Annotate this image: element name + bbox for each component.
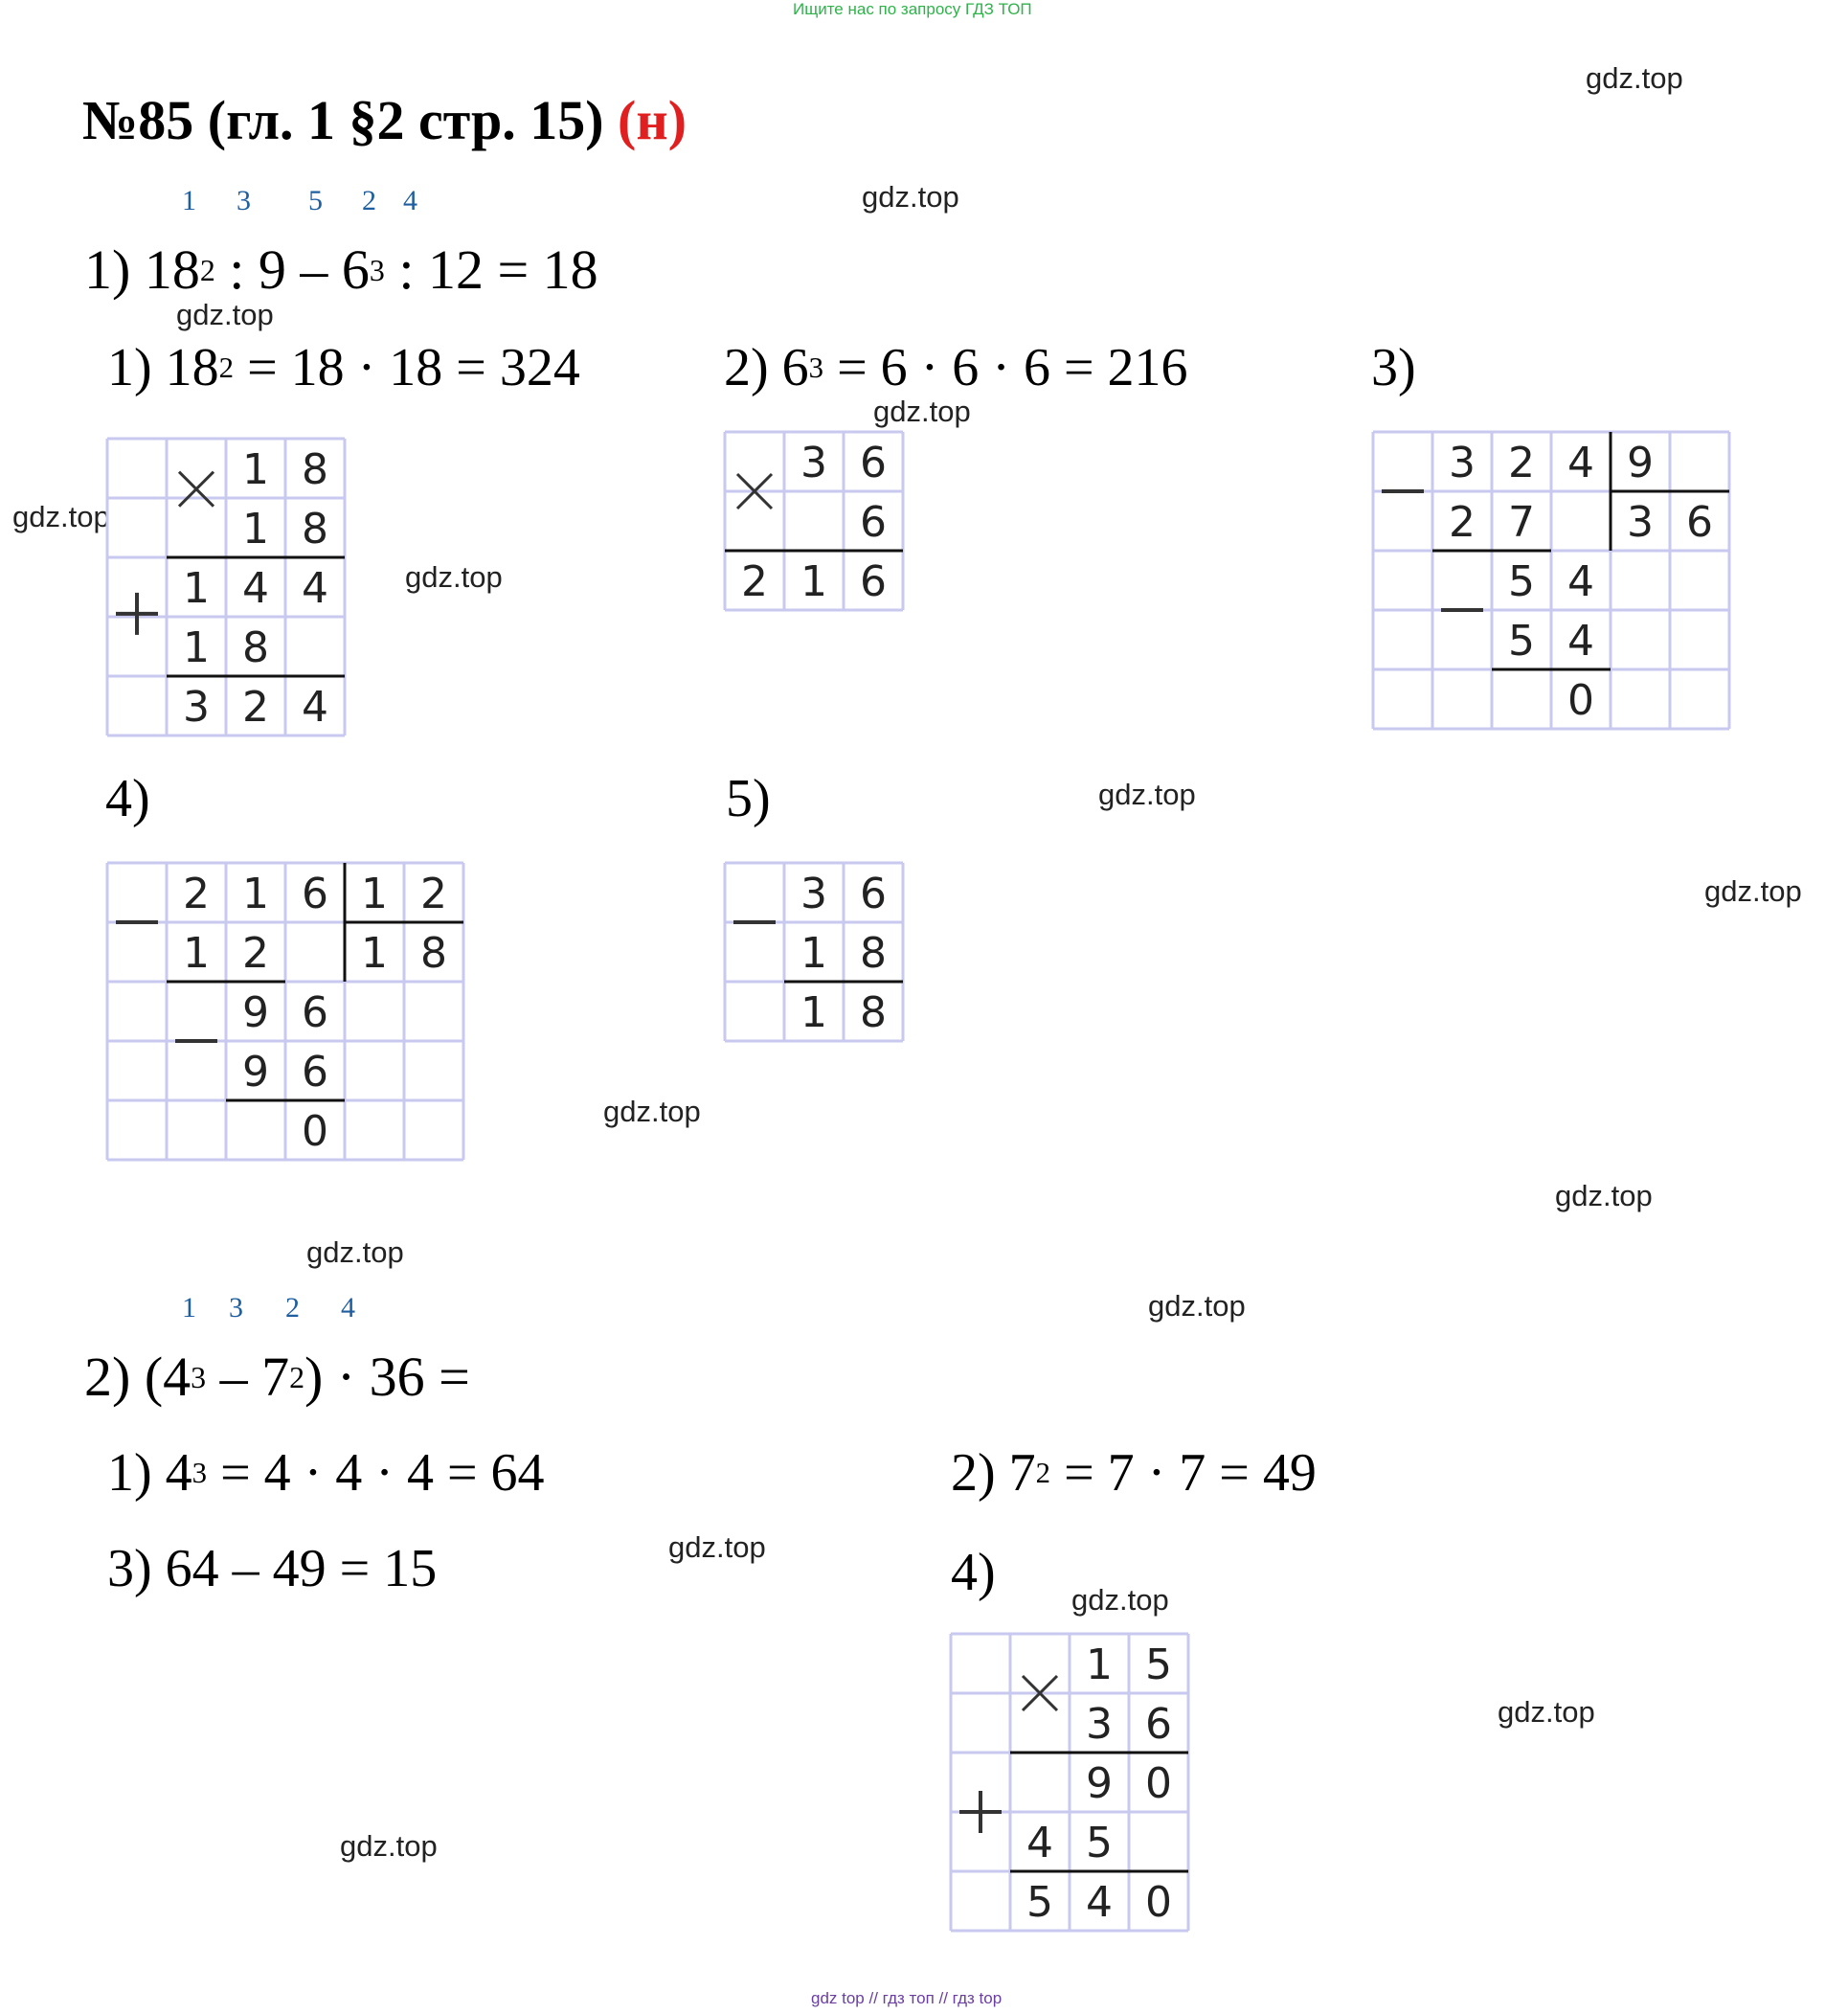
expr-middle: – 7 bbox=[206, 1346, 290, 1408]
digit: 9 bbox=[242, 988, 269, 1037]
column-multiplication-36x6 bbox=[725, 432, 903, 610]
step-1-2 bbox=[724, 337, 1188, 398]
digit: 4 bbox=[302, 564, 328, 613]
digit: 8 bbox=[420, 929, 447, 978]
digit: 3 bbox=[1627, 498, 1654, 547]
footer-note: gdz top // гдз топ // гдз top bbox=[811, 1989, 1003, 2007]
step-label: 1) bbox=[107, 1443, 152, 1503]
digit: 3 bbox=[1086, 1700, 1113, 1749]
digit: 0 bbox=[1145, 1878, 1172, 1927]
digit: 1 bbox=[1086, 1641, 1113, 1689]
digit: 9 bbox=[1086, 1759, 1113, 1808]
digit: 4 bbox=[1026, 1819, 1053, 1867]
step-base: 18 bbox=[165, 338, 219, 397]
digit: 2 bbox=[1508, 439, 1535, 487]
title-mark: (н) bbox=[618, 89, 687, 151]
digit: 5 bbox=[1026, 1878, 1053, 1927]
digit: 2 bbox=[741, 557, 768, 606]
digit: 4 bbox=[1567, 617, 1594, 666]
step-exponent: 2 bbox=[218, 351, 235, 385]
digit: 6 bbox=[1145, 1700, 1172, 1749]
digit: 1 bbox=[800, 988, 827, 1037]
step-rest: = 7 · 7 = 49 bbox=[1064, 1443, 1317, 1503]
digit: 2 bbox=[242, 683, 269, 732]
expr-exponent: 3 bbox=[369, 254, 385, 288]
step-label: 2) bbox=[724, 338, 769, 397]
order-mark: 3 bbox=[237, 185, 251, 216]
digit: 6 bbox=[302, 1048, 328, 1097]
order-mark: 2 bbox=[362, 185, 376, 216]
order-mark: 1 bbox=[182, 185, 196, 216]
column-multiplication-15x36 bbox=[951, 1634, 1188, 1931]
step-exponent: 3 bbox=[192, 1457, 208, 1490]
digit: 5 bbox=[1508, 617, 1535, 666]
step-2-1 bbox=[107, 1442, 545, 1504]
long-division-216-by-12 bbox=[107, 863, 463, 1160]
digit: 3 bbox=[800, 870, 827, 918]
digit: 9 bbox=[1627, 439, 1654, 487]
digit: 5 bbox=[1145, 1641, 1172, 1689]
watermark: gdz.top bbox=[176, 298, 274, 331]
step-1-1 bbox=[107, 337, 580, 398]
watermark: gdz.top bbox=[873, 395, 971, 428]
expr-tail: : 12 = 18 bbox=[398, 238, 598, 301]
expr-exponent: 2 bbox=[199, 254, 215, 288]
grid-svg bbox=[951, 1634, 1188, 1931]
digit: 1 bbox=[183, 929, 210, 978]
watermark: gdz.top bbox=[1498, 1695, 1595, 1729]
watermark: gdz.top bbox=[405, 560, 503, 594]
digit: 6 bbox=[860, 439, 887, 487]
step-rest: 64 – 49 = 15 bbox=[165, 1539, 438, 1598]
watermark: gdz.top bbox=[862, 180, 959, 214]
digit: 1 bbox=[242, 505, 269, 554]
long-division-324-by-9 bbox=[1373, 432, 1729, 729]
digit: 1 bbox=[242, 445, 269, 494]
digit: 6 bbox=[302, 988, 328, 1037]
step-rest: = 4 · 4 · 4 = 64 bbox=[220, 1443, 545, 1503]
order-mark: 4 bbox=[341, 1292, 355, 1324]
watermark: gdz.top bbox=[1555, 1179, 1653, 1212]
digit: 4 bbox=[242, 564, 269, 613]
order-mark: 3 bbox=[229, 1292, 243, 1324]
order-mark: 1 bbox=[182, 1292, 196, 1324]
digit: 5 bbox=[1508, 557, 1535, 606]
step-rest: = 18 · 18 = 324 bbox=[247, 338, 580, 397]
watermark: gdz.top bbox=[1586, 61, 1683, 95]
digit: 1 bbox=[183, 623, 210, 672]
grid-svg bbox=[1373, 432, 1729, 729]
step-exponent: 2 bbox=[1035, 1457, 1051, 1490]
expr-middle: : 9 – 6 bbox=[229, 238, 370, 301]
step-base: 6 bbox=[781, 338, 809, 397]
expr-exponent: 3 bbox=[191, 1361, 207, 1395]
watermark: gdz.top bbox=[340, 1829, 438, 1863]
digit: 1 bbox=[361, 870, 388, 918]
step-base: 7 bbox=[1008, 1443, 1036, 1503]
search-hint: Ищите нас по запросу ГДЗ ТОП bbox=[793, 0, 1032, 18]
digit: 2 bbox=[242, 929, 269, 978]
digit: 3 bbox=[1449, 439, 1476, 487]
digit: 0 bbox=[1145, 1759, 1172, 1808]
step-exponent: 3 bbox=[808, 351, 824, 385]
expr-tail: ) · 36 = bbox=[304, 1346, 470, 1408]
step-2-3 bbox=[107, 1538, 437, 1599]
step-label: 2) bbox=[951, 1443, 996, 1503]
step-label: 3) bbox=[107, 1539, 152, 1598]
order-mark: 5 bbox=[308, 185, 323, 216]
step-1-5: 5) bbox=[726, 769, 771, 828]
watermark: gdz.top bbox=[1098, 778, 1196, 811]
digit: 6 bbox=[860, 498, 887, 547]
digit: 6 bbox=[860, 870, 887, 918]
watermark: gdz.top bbox=[12, 500, 110, 533]
watermark: gdz.top bbox=[1148, 1289, 1246, 1323]
step-2-4: 4) bbox=[951, 1543, 996, 1602]
digit: 4 bbox=[302, 683, 328, 732]
expr-base: 18 bbox=[144, 238, 200, 301]
digit: 8 bbox=[302, 505, 328, 554]
grid-svg bbox=[107, 863, 463, 1160]
digit: 6 bbox=[860, 557, 887, 606]
watermark: gdz.top bbox=[1704, 874, 1802, 908]
column-multiplication-18x18 bbox=[107, 439, 345, 735]
step-base: 4 bbox=[165, 1443, 192, 1503]
step-2-2 bbox=[951, 1442, 1317, 1504]
digit: 5 bbox=[1086, 1819, 1113, 1867]
digit: 3 bbox=[183, 683, 210, 732]
digit: 3 bbox=[800, 439, 827, 487]
digit: 1 bbox=[242, 870, 269, 918]
digit: 7 bbox=[1508, 498, 1535, 547]
grid-svg bbox=[107, 439, 345, 735]
watermark: gdz.top bbox=[603, 1095, 701, 1128]
digit: 6 bbox=[302, 870, 328, 918]
digit: 6 bbox=[1686, 498, 1713, 547]
step-1-4: 4) bbox=[105, 769, 150, 828]
expr-exponent: 2 bbox=[289, 1361, 305, 1395]
expr-label: 1) bbox=[84, 238, 131, 301]
watermark: gdz.top bbox=[668, 1530, 766, 1564]
digit: 1 bbox=[800, 929, 827, 978]
digit: 8 bbox=[860, 929, 887, 978]
digit: 0 bbox=[302, 1107, 328, 1156]
digit: 1 bbox=[361, 929, 388, 978]
grid-svg bbox=[725, 432, 903, 610]
digit: 2 bbox=[183, 870, 210, 918]
order-mark: 4 bbox=[403, 185, 417, 216]
digit: 8 bbox=[242, 623, 269, 672]
watermark: gdz.top bbox=[306, 1235, 404, 1269]
watermark: gdz.top bbox=[1071, 1583, 1169, 1617]
step-rest: = 6 · 6 · 6 = 216 bbox=[837, 338, 1188, 397]
digit: 4 bbox=[1086, 1878, 1113, 1927]
step-label: 1) bbox=[107, 338, 152, 397]
page-title bbox=[82, 88, 687, 152]
digit: 4 bbox=[1567, 557, 1594, 606]
expression-1 bbox=[84, 238, 598, 302]
order-mark: 2 bbox=[285, 1292, 300, 1324]
digit: 1 bbox=[800, 557, 827, 606]
digit: 8 bbox=[302, 445, 328, 494]
expr-head: 2) (4 bbox=[84, 1346, 192, 1408]
digit: 4 bbox=[1567, 439, 1594, 487]
column-subtraction-36-18 bbox=[725, 863, 903, 1041]
title-main: №85 (гл. 1 §2 стр. 15) bbox=[82, 89, 604, 151]
grid-svg bbox=[725, 863, 903, 1041]
digit: 9 bbox=[242, 1048, 269, 1097]
digit: 2 bbox=[1449, 498, 1476, 547]
digit: 8 bbox=[860, 988, 887, 1037]
step-1-3: 3) bbox=[1371, 338, 1416, 397]
expression-2 bbox=[84, 1345, 470, 1409]
digit: 2 bbox=[420, 870, 447, 918]
digit: 0 bbox=[1567, 676, 1594, 725]
digit: 1 bbox=[183, 564, 210, 613]
